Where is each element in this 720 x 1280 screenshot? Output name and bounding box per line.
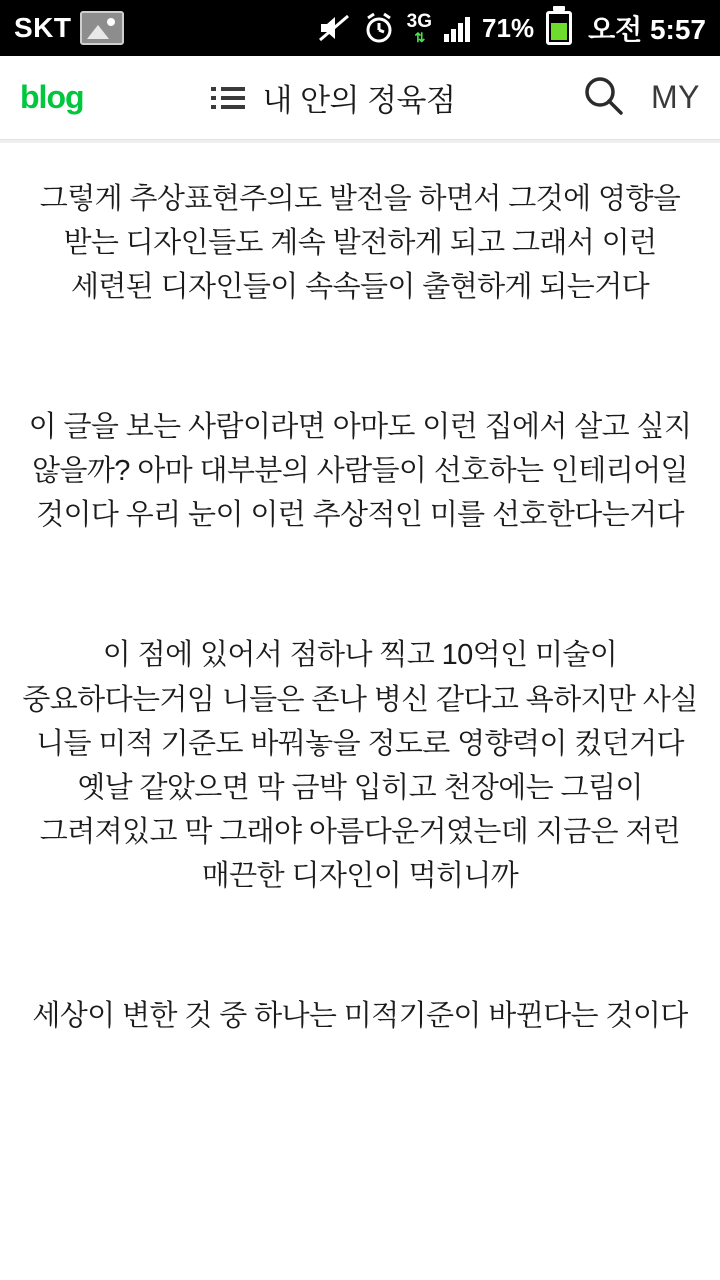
status-clock: 오전 5:57	[588, 14, 706, 45]
status-bar-icons	[317, 8, 706, 48]
search-icon[interactable]	[581, 73, 625, 122]
battery-percent-label: 71%	[482, 12, 535, 43]
post-paragraph-partial: 세상이 변한 것 중 하나는 미적기준이 바뀐다는 것이다	[32, 999, 688, 1032]
image-icon	[80, 11, 124, 45]
post-content	[0, 143, 720, 1280]
status-bar	[0, 0, 720, 56]
post-paragraph: 그렇게 추상표현주의도 발전을 하면서 그것에 영향을 받는 디자인들도 계속 발전하게 되고 그래서 이런 세련된 디자인들이 속속들이 출현하게 되는거다	[39, 183, 681, 304]
appbar-title-group[interactable]	[116, 75, 550, 120]
mute-icon	[317, 13, 351, 43]
network-type-indicator: 3G ⇅	[406, 11, 433, 45]
battery-icon	[546, 11, 572, 45]
data-arrows-icon: ⇅	[414, 30, 425, 45]
carrier-label: SKT	[14, 12, 72, 43]
blog-logo[interactable]: blog	[20, 79, 84, 115]
post-paragraph: 이 점에 있어서 점하나 찍고 10억인 미술이 중요하다는거임 니들은 존나 병신 같다고 욕하지만 사실 니들 미적 기준도 바꿔놓을 정도로 영향력이 컸던거다 옛날 같았으면 막 금박 입히고 천장에는 그림이 그려져있고 막 그래야 아름다운거였는데 지금은 저런 매끈한 디자인이 먹히니까	[22, 639, 698, 892]
app-bar	[0, 56, 720, 140]
appbar-actions	[550, 73, 700, 122]
list-icon[interactable]	[211, 87, 247, 109]
page-title: 내 안의 정육점	[262, 83, 456, 118]
my-button[interactable]: MY	[651, 79, 700, 115]
alarm-clock-icon	[363, 12, 395, 44]
signal-bars-icon	[444, 14, 470, 42]
post-paragraph: 이 글을 보는 사람이라면 아마도 이런 집에서 살고 싶지 않을까? 아마 대부분의 사람들이 선호하는 인테리어일 것이다 우리 눈이 이런 추상적인 미를 선호한다는거다	[28, 411, 692, 532]
